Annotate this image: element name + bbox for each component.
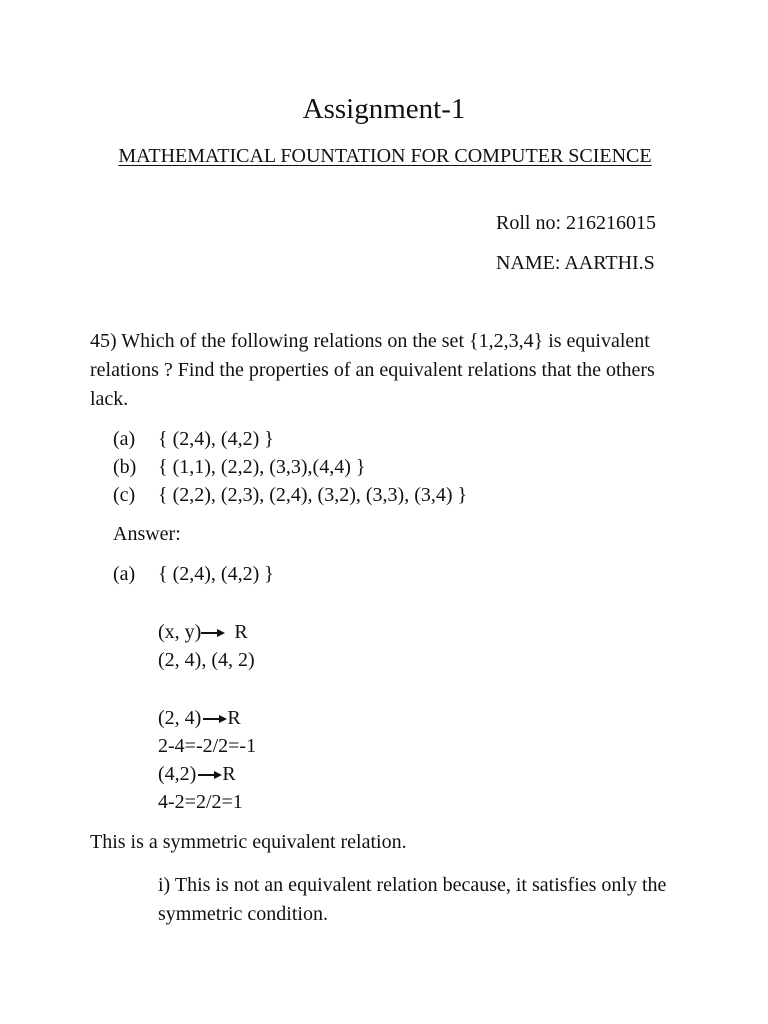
work-line-6: 4-2=2/2=1 — [158, 791, 243, 813]
right-arrow-icon — [196, 770, 222, 780]
question-text: 45) Which of the following relations on the set {1,2,3,4} is equivalent relations ? Find the properties of an equivalent relations that the others lack. — [90, 330, 655, 410]
work-line-4: 2-4=-2/2=-1 — [158, 735, 257, 757]
work-line-3: (2, 4) R — [158, 707, 241, 729]
answer-option: (a) { (2,4), (4,2) } — [113, 563, 274, 585]
work-line-5: (4,2) R — [158, 763, 236, 785]
option-b: (b) { (1,1), (2,2), (3,3),(4,4) } — [113, 456, 366, 478]
answer-label: Answer: — [113, 523, 181, 545]
right-arrow-icon — [201, 714, 227, 724]
work-line-1: (x, y) R — [158, 621, 248, 643]
right-arrow-icon — [201, 628, 225, 638]
conclusion-text: This is a symmetric equivalent relation. — [90, 831, 407, 853]
work-line-2: (2, 4), (4, 2) — [158, 649, 255, 671]
explanation-text: i) This is not an equivalent relation because, it satisfies only the symmetric condition. — [158, 874, 667, 925]
option-a: (a) { (2,4), (4,2) } — [113, 428, 274, 450]
document-subtitle: MATHEMATICAL FOUNTATION FOR COMPUTER SCIENCE — [118, 145, 652, 167]
student-name: NAME: AARTHI.S — [496, 252, 655, 274]
option-c: (c) { (2,2), (2,3), (2,4), (3,2), (3,3), (3,4) } — [113, 484, 468, 506]
document-title: Assignment-1 — [302, 93, 466, 125]
roll-number: Roll no: 216216015 — [496, 212, 657, 234]
